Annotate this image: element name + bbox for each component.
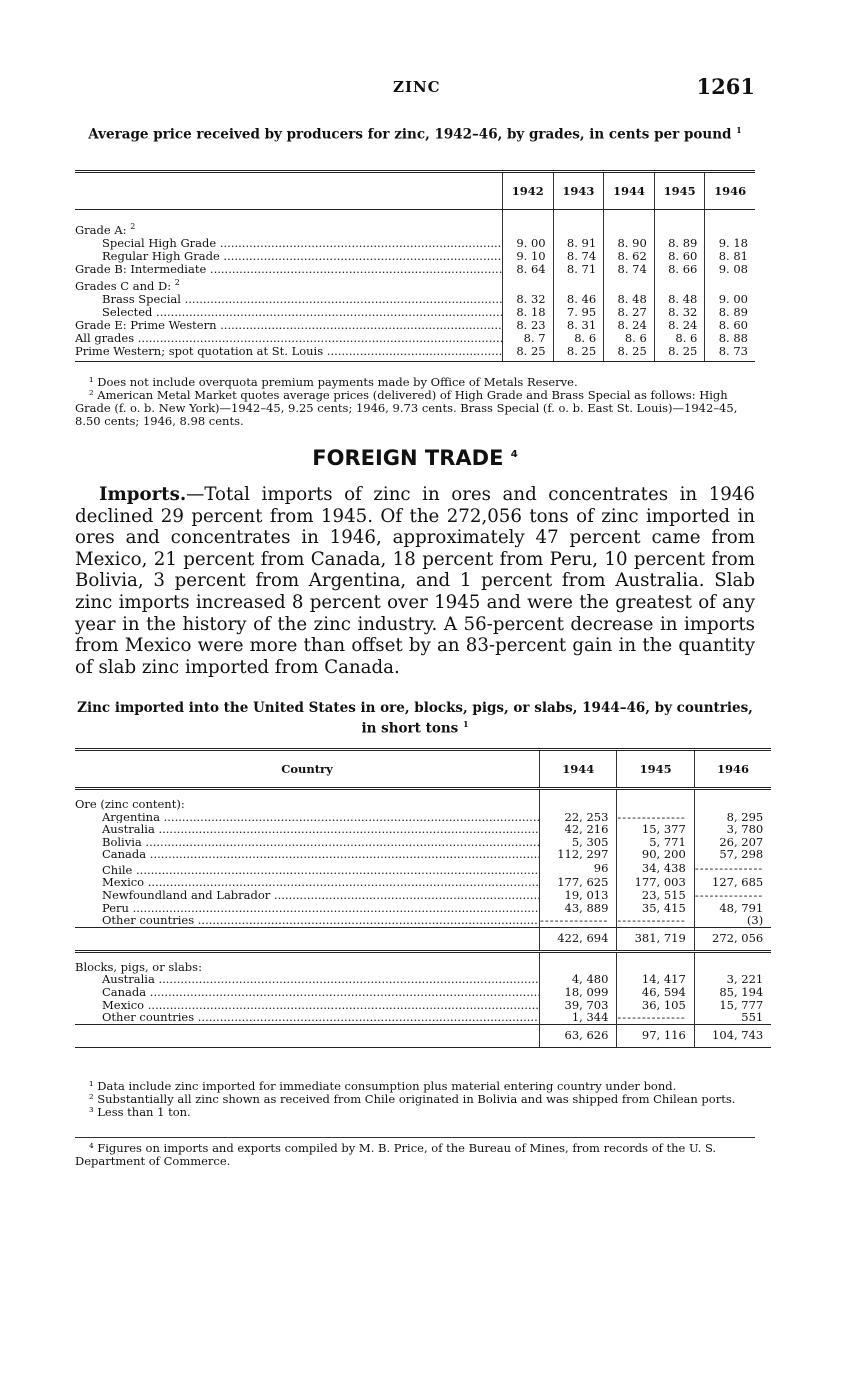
price-cell: 8. 25 xyxy=(553,345,604,362)
price-cell: 8. 25 xyxy=(654,345,705,362)
price-row xyxy=(75,319,755,332)
row-label-text: All grades ..... xyxy=(75,332,503,345)
row-label xyxy=(75,276,503,293)
price-row xyxy=(75,237,755,250)
value-cell: 26, 207 xyxy=(694,836,771,849)
price-table-footnotes xyxy=(75,376,755,428)
country-name xyxy=(75,902,540,915)
country-name xyxy=(75,876,540,889)
row-label xyxy=(75,293,503,306)
total-label xyxy=(75,927,540,951)
value-cell: 23, 515 xyxy=(617,889,694,902)
country-name-text: Newfoundland and Labrador ..... xyxy=(102,889,540,902)
country-row xyxy=(75,823,771,836)
row-label-text: Grade A: xyxy=(75,222,127,237)
price-row xyxy=(75,293,755,306)
footnote: ³ Less than 1 ton. xyxy=(89,1105,191,1119)
year-header: 1946 xyxy=(694,750,771,789)
country-name xyxy=(75,1011,540,1024)
price-cell: 8. 48 xyxy=(654,293,705,306)
price-cell: 8. 46 xyxy=(553,293,604,306)
price-cell xyxy=(654,276,705,293)
spacer-cell xyxy=(617,789,694,799)
running-head-title: ZINC xyxy=(393,78,441,96)
value-cell: 34, 438 xyxy=(617,861,694,876)
price-cell: 9. 18 xyxy=(705,237,755,250)
footnote: ¹ Does not include overquota premium payments made by Office of Metals Reserve. xyxy=(89,375,578,389)
price-cell: 8. 60 xyxy=(705,319,755,332)
value-cell: 85, 194 xyxy=(694,986,771,999)
dash-placeholder xyxy=(617,1011,685,1024)
row-label xyxy=(75,345,503,362)
footnote-ref: 2 xyxy=(130,222,136,231)
total-cell: 63, 626 xyxy=(540,1024,617,1047)
spacer-cell xyxy=(540,951,617,961)
row-label-text: Grades C and D: xyxy=(75,278,172,293)
footnote: ¹ Data include zinc imported for immediate consumption plus material entering country under bond. xyxy=(89,1079,677,1093)
total-cell: 97, 116 xyxy=(617,1024,694,1047)
country-name xyxy=(75,861,540,876)
value-cell: 5, 305 xyxy=(540,836,617,849)
footnote-ref: 2 xyxy=(174,277,180,287)
paragraph-lead: Imports. xyxy=(99,484,187,505)
row-label-text: Grade B: Intermediate ..... xyxy=(75,263,503,276)
price-cell: 8. 60 xyxy=(654,250,705,263)
paragraph-text: —Total imports of zinc in ores and concentrates in 1946 declined 29 percent from 1945. Of the 272,056 tons of zinc imported in ores and concentrates in 1946, approximately 47 percent came from Mexico, 21 percent from Canada, 18 percent from Peru, 10 percent from Bolivia, 3 percent from Argentina, and 1 percent from Australia. Slab zinc imports increased 8 percent over 1945 and were the greatest of any year in the history of the zinc industry. A 56-percent decrease in imports from Mexico were more than offset by an 83-percent gain in the quantity of slab zinc imported from Canada. xyxy=(75,484,755,678)
row-label-text: Brass Special ..... xyxy=(102,293,503,306)
country-name xyxy=(75,823,540,836)
value-cell: 177, 003 xyxy=(617,876,694,889)
import-table-footnotes xyxy=(75,1080,755,1119)
price-cell xyxy=(705,276,755,293)
row-label xyxy=(75,237,503,250)
country-name xyxy=(75,914,540,927)
price-cell: 8. 89 xyxy=(705,306,755,319)
price-cell: 9. 00 xyxy=(705,293,755,306)
row-label-text: Grade E: Prime Western ..... xyxy=(75,319,503,332)
price-cell: 8. 73 xyxy=(705,345,755,362)
country-row xyxy=(75,889,771,902)
price-row xyxy=(75,250,755,263)
price-cell: 7. 95 xyxy=(553,306,604,319)
value-cell: 4, 480 xyxy=(540,973,617,986)
value-cell: 39, 703 xyxy=(540,999,617,1012)
value-cell: 22, 253 xyxy=(540,811,617,824)
year-header: 1944 xyxy=(540,750,617,789)
price-cell: 8. 31 xyxy=(553,319,604,332)
price-cell: 8. 91 xyxy=(553,237,604,250)
year-header: 1942 xyxy=(503,172,554,210)
price-cell xyxy=(604,276,655,293)
price-row xyxy=(75,276,755,293)
value-cell: 8, 295 xyxy=(694,811,771,824)
country-name-text: Bolivia ..... xyxy=(102,836,540,849)
spacer-cell xyxy=(694,789,771,799)
country-name xyxy=(75,848,540,861)
empty-cell xyxy=(617,798,694,811)
country-name xyxy=(75,811,540,824)
country-header: Country xyxy=(75,750,540,789)
country-row xyxy=(75,861,771,876)
price-cell: 8. 62 xyxy=(604,250,655,263)
year-header: 1943 xyxy=(553,172,604,210)
price-table-stub-header xyxy=(75,172,503,210)
price-row xyxy=(75,345,755,362)
value-cell: 112, 297 xyxy=(540,848,617,861)
value-cell: 19, 013 xyxy=(540,889,617,902)
source-note-block xyxy=(75,1142,755,1168)
country-name xyxy=(75,836,540,849)
price-cell: 8. 32 xyxy=(503,293,554,306)
country-name-text: Peru ..... xyxy=(102,902,540,915)
country-name-text: Australia ..... xyxy=(102,973,540,986)
value-cell: 57, 298 xyxy=(694,848,771,861)
value-cell: 46, 594 xyxy=(617,986,694,999)
value-cell xyxy=(694,889,771,902)
value-cell xyxy=(540,914,617,927)
price-cell xyxy=(503,276,554,293)
price-cell: 8. 89 xyxy=(654,237,705,250)
value-cell xyxy=(617,1011,694,1024)
value-cell: 5, 771 xyxy=(617,836,694,849)
price-cell: 8. 32 xyxy=(654,306,705,319)
price-cell: 8. 71 xyxy=(553,263,604,276)
price-cell xyxy=(604,220,655,237)
value-cell: 1, 344 xyxy=(540,1011,617,1024)
price-cell: 8. 74 xyxy=(553,250,604,263)
value-cell: 551 xyxy=(694,1011,771,1024)
total-row xyxy=(75,927,771,951)
row-label xyxy=(75,250,503,263)
country-name xyxy=(75,889,540,902)
price-cell: 8. 6 xyxy=(553,332,604,345)
country-row xyxy=(75,902,771,915)
value-cell xyxy=(694,861,771,876)
total-cell: 381, 719 xyxy=(617,927,694,951)
price-cell: 9. 08 xyxy=(705,263,755,276)
row-label-text: Regular High Grade ..... xyxy=(102,250,503,263)
country-name-text: Other countries ..... xyxy=(102,914,540,927)
price-cell: 8. 27 xyxy=(604,306,655,319)
value-cell: 177, 625 xyxy=(540,876,617,889)
empty-cell xyxy=(694,798,771,811)
price-row xyxy=(75,263,755,276)
value-cell: 3, 221 xyxy=(694,973,771,986)
price-row xyxy=(75,306,755,319)
value-cell: 14, 417 xyxy=(617,973,694,986)
footnote: ² Substantially all zinc shown as received from Chile originated in Bolivia and was shipped from Chilean ports. xyxy=(89,1092,736,1106)
price-cell: 8. 48 xyxy=(604,293,655,306)
price-cell: 8. 18 xyxy=(503,306,554,319)
country-name-text: Argentina ..... xyxy=(102,811,540,824)
year-header: 1945 xyxy=(654,172,705,210)
year-header: 1946 xyxy=(705,172,755,210)
value-cell: 42, 216 xyxy=(540,823,617,836)
dash-placeholder xyxy=(695,861,763,875)
price-cell xyxy=(705,220,755,237)
price-cell: 8. 24 xyxy=(604,319,655,332)
country-name-text: Canada ..... xyxy=(102,848,540,861)
price-cell: 8. 23 xyxy=(503,319,554,332)
price-table xyxy=(75,170,755,362)
row-label xyxy=(75,332,503,345)
value-cell: 43, 889 xyxy=(540,902,617,915)
row-label-text: Prime Western; spot quotation at St. Louis ..... xyxy=(75,345,503,358)
row-label xyxy=(75,306,503,319)
value-cell: 36, 105 xyxy=(617,999,694,1012)
price-cell: 8. 88 xyxy=(705,332,755,345)
row-label xyxy=(75,319,503,332)
price-cell: 8. 25 xyxy=(503,345,554,362)
source-note: ⁴ Figures on imports and exports compiled by M. B. Price, of the Bureau of Mines, from records of the U. S. Department of Commerce. xyxy=(75,1141,717,1168)
value-cell: 18, 099 xyxy=(540,986,617,999)
country-row xyxy=(75,914,771,927)
import-table-caption: Zinc imported into the United States in ore, blocks, pigs, or slabs, 1944–46, by countries, in short tons $^1$ xyxy=(77,700,753,737)
price-cell xyxy=(553,276,604,293)
year-header: 1944 xyxy=(604,172,655,210)
import-table xyxy=(75,748,771,1048)
country-name-text: Other countries ..... xyxy=(102,1011,540,1024)
price-row xyxy=(75,220,755,237)
price-cell: 8. 6 xyxy=(654,332,705,345)
value-cell: 15, 377 xyxy=(617,823,694,836)
running-head xyxy=(75,74,755,102)
value-cell: (3) xyxy=(694,914,771,927)
price-cell xyxy=(503,220,554,237)
row-label-text: Selected ..... xyxy=(102,306,503,319)
imports-paragraph xyxy=(75,484,755,678)
country-row xyxy=(75,848,771,861)
price-cell: 8. 81 xyxy=(705,250,755,263)
country-row xyxy=(75,986,771,999)
country-name-text: Mexico ..... xyxy=(102,876,540,889)
empty-cell xyxy=(540,798,617,811)
country-row xyxy=(75,999,771,1012)
total-cell: 422, 694 xyxy=(540,927,617,951)
group-label: Blocks, pigs, or slabs: xyxy=(75,959,202,974)
value-cell: 3, 780 xyxy=(694,823,771,836)
total-row xyxy=(75,1024,771,1047)
value-cell: 90, 200 xyxy=(617,848,694,861)
value-cell: 35, 415 xyxy=(617,902,694,915)
group-row xyxy=(75,798,771,811)
price-cell: 8. 90 xyxy=(604,237,655,250)
row-label xyxy=(75,263,503,276)
price-table-caption: Average price received by producers for zinc, 1942–46, by grades, in cents per pound $^1$ xyxy=(88,125,742,143)
country-name-text: Canada ..... xyxy=(102,986,540,999)
row-label xyxy=(75,220,503,237)
price-cell xyxy=(654,220,705,237)
footnote: ² American Metal Market quotes average prices (delivered) of High Grade and Brass Special as follows: High Grade (f. o. b. New York)—1942–45, 9.25 cents; 1946, 9.73 cents. Brass Special (f. o. b. East St. Louis)—1942–45, 8.50 cents; 1946, 8.98 cents. xyxy=(75,388,738,428)
country-name xyxy=(75,986,540,999)
country-name-text: Australia ..... xyxy=(102,823,540,836)
section-heading: FOREIGN TRADE $^4$ xyxy=(312,446,518,470)
price-cell: 8. 25 xyxy=(604,345,655,362)
year-header: 1945 xyxy=(617,750,694,789)
country-name xyxy=(75,999,540,1012)
footnote-rule xyxy=(75,1137,755,1138)
page-number: 1261 xyxy=(696,74,755,99)
price-cell: 8. 7 xyxy=(503,332,554,345)
country-name xyxy=(75,973,540,986)
price-cell: 8. 66 xyxy=(654,263,705,276)
total-cell: 104, 743 xyxy=(694,1024,771,1047)
value-cell: 48, 791 xyxy=(694,902,771,915)
group-label: Ore (zinc content): xyxy=(75,797,185,811)
country-row xyxy=(75,1011,771,1024)
value-cell: 127, 685 xyxy=(694,876,771,889)
price-cell: 8. 24 xyxy=(654,319,705,332)
value-cell: 96 xyxy=(540,861,617,876)
price-cell xyxy=(553,220,604,237)
price-row xyxy=(75,332,755,345)
value-cell: 15, 777 xyxy=(694,999,771,1012)
dash-placeholder xyxy=(695,889,763,902)
price-cell: 8. 6 xyxy=(604,332,655,345)
price-cell: 9. 00 xyxy=(503,237,554,250)
price-cell: 9. 10 xyxy=(503,250,554,263)
spacer-cell xyxy=(617,951,694,961)
country-name-text: Chile ..... xyxy=(102,863,540,877)
dash-placeholder xyxy=(617,914,685,927)
dash-placeholder xyxy=(540,914,608,927)
price-cell: 8. 74 xyxy=(604,263,655,276)
value-cell xyxy=(617,914,694,927)
total-label xyxy=(75,1024,540,1047)
total-cell: 272, 056 xyxy=(694,927,771,951)
spacer-cell xyxy=(694,951,771,961)
country-name-text: Mexico ..... xyxy=(102,999,540,1012)
spacer-cell xyxy=(540,789,617,799)
price-cell: 8. 64 xyxy=(503,263,554,276)
row-label-text: Special High Grade ..... xyxy=(102,237,503,250)
